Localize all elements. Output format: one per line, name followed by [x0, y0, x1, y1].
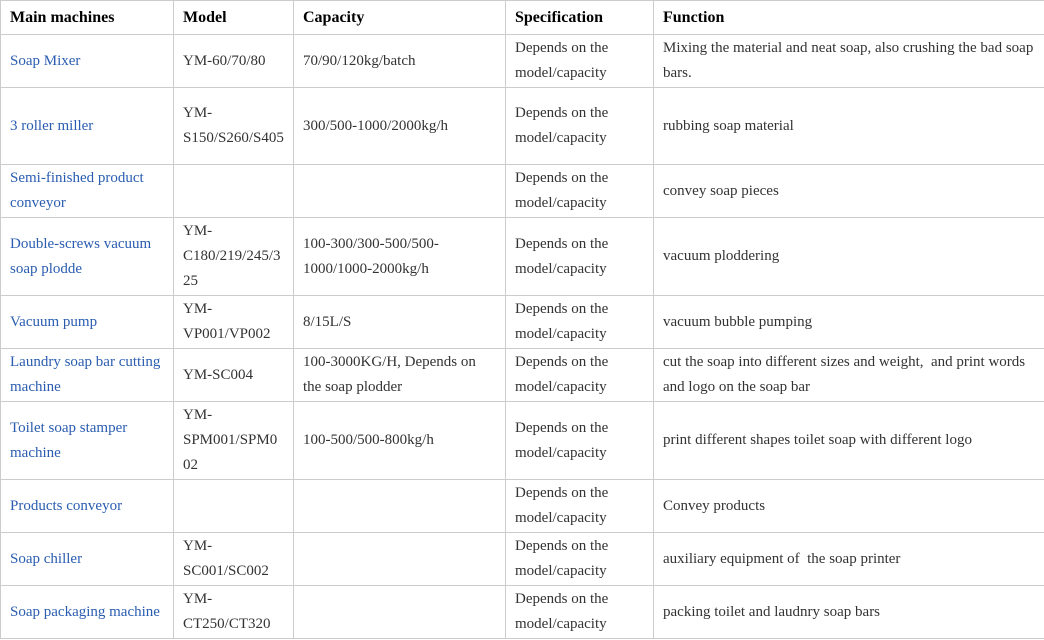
specification-cell: Depends on the model/capacity [506, 349, 654, 402]
function-cell: print different shapes toilet soap with different logo [654, 402, 1044, 480]
capacity-cell: 70/90/120kg/batch [294, 35, 506, 88]
capacity-cell: 8/15L/S [294, 296, 506, 349]
column-header-function: Function [654, 1, 1044, 35]
capacity-cell [294, 165, 506, 218]
machine-link[interactable]: Semi-finished product conveyor [10, 170, 148, 211]
machine-cell [1, 218, 174, 296]
machine-cell [1, 586, 174, 639]
model-cell [174, 165, 294, 218]
model-cell: YM-SC004 [174, 349, 294, 402]
model-cell: YM-SPM001/SPM002 [174, 402, 294, 480]
machine-cell [1, 480, 174, 533]
table-row [1, 165, 1044, 218]
model-cell [174, 480, 294, 533]
specification-cell: Depends on the model/capacity [506, 218, 654, 296]
column-header-main-machines: Main machines [1, 1, 174, 35]
function-cell: rubbing soap material [654, 88, 1044, 165]
table-row [1, 349, 1044, 402]
model-cell: YM-C180/219/245/325 [174, 218, 294, 296]
specification-cell: Depends on the model/capacity [506, 586, 654, 639]
function-cell: convey soap pieces [654, 165, 1044, 218]
machine-cell [1, 35, 174, 88]
capacity-cell [294, 586, 506, 639]
table-row [1, 586, 1044, 639]
function-cell: vacuum ploddering [654, 218, 1044, 296]
capacity-cell: 300/500-1000/2000kg/h [294, 88, 506, 165]
table-row [1, 35, 1044, 88]
function-cell: Mixing the material and neat soap, also crushing the bad soap bars. [654, 35, 1044, 88]
machine-link[interactable]: 3 roller miller [10, 117, 94, 134]
function-cell: packing toilet and laudnry soap bars [654, 586, 1044, 639]
column-header-specification: Specification [506, 1, 654, 35]
table-row [1, 533, 1044, 586]
table-row [1, 296, 1044, 349]
machine-cell [1, 296, 174, 349]
capacity-cell: 100-500/500-800kg/h [294, 402, 506, 480]
machine-cell [1, 402, 174, 480]
capacity-cell: 100-3000KG/H, Depends on the soap plodder [294, 349, 506, 402]
specification-cell: Depends on the model/capacity [506, 480, 654, 533]
specification-cell: Depends on the model/capacity [506, 88, 654, 165]
machine-link[interactable]: Double-screws vacuum soap plodde [10, 235, 155, 277]
machine-link[interactable]: Soap chiller [10, 550, 83, 567]
capacity-cell: 100-300/300-500/500-1000/1000-2000kg/h [294, 218, 506, 296]
header-row [1, 1, 1044, 35]
model-cell: YM-CT250/CT320 [174, 586, 294, 639]
column-header-model: Model [174, 1, 294, 35]
table-row [1, 402, 1044, 480]
capacity-cell [294, 480, 506, 533]
model-cell: YM-S150/S260/S405 [174, 88, 294, 165]
specification-cell: Depends on the model/capacity [506, 402, 654, 480]
machine-link[interactable]: Vacuum pump [10, 313, 98, 330]
machine-link[interactable]: Laundry soap bar cutting machine [10, 354, 165, 395]
table-row [1, 88, 1044, 165]
model-cell: YM-SC001/SC002 [174, 533, 294, 586]
function-cell: auxiliary equipment of the soap printer [654, 533, 1044, 586]
specification-cell: Depends on the model/capacity [506, 296, 654, 349]
machine-link[interactable]: Toilet soap stamper machine [10, 419, 132, 461]
function-cell: vacuum bubble pumping [654, 296, 1044, 349]
machine-cell [1, 533, 174, 586]
specification-cell: Depends on the model/capacity [506, 533, 654, 586]
specification-cell: Depends on the model/capacity [506, 165, 654, 218]
machine-link[interactable]: Products conveyor [10, 497, 123, 514]
machine-cell [1, 349, 174, 402]
capacity-cell [294, 533, 506, 586]
model-cell: YM-60/70/80 [174, 35, 294, 88]
function-cell: Convey products [654, 480, 1044, 533]
specification-cell: Depends on the model/capacity [506, 35, 654, 88]
machine-link[interactable]: Soap packaging machine [10, 603, 160, 620]
table-row [1, 480, 1044, 533]
table-row [1, 218, 1044, 296]
machine-cell [1, 165, 174, 218]
machine-link[interactable]: Soap Mixer [10, 52, 81, 69]
machine-cell [1, 88, 174, 165]
column-header-capacity: Capacity [294, 1, 506, 35]
model-cell: YM-VP001/VP002 [174, 296, 294, 349]
function-cell: cut the soap into different sizes and weight, and print words and logo on the soap bar [654, 349, 1044, 402]
